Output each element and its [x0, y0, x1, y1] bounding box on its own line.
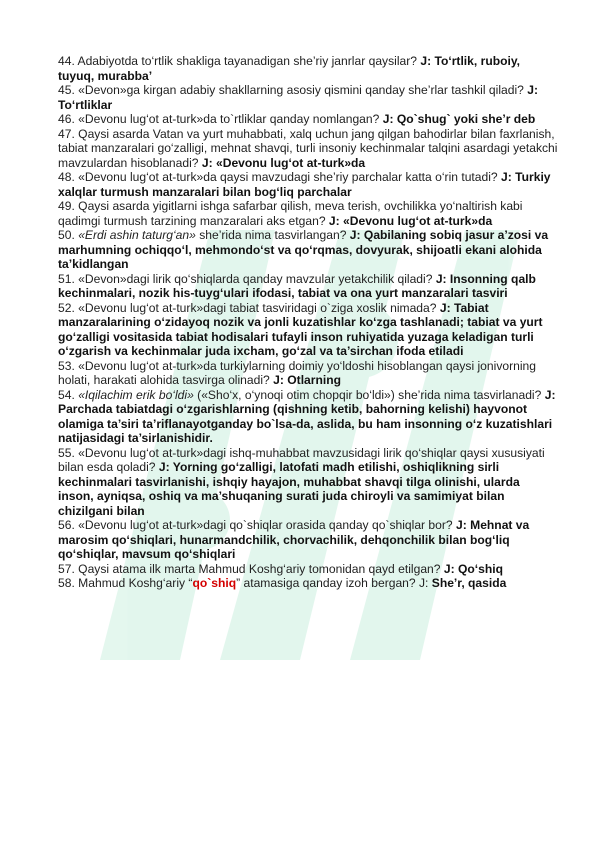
answer-text: J: Mehnat va marosim qo‘shiqlari, hunarmandchilik, chorvachilik, dehqonchilik bilan bog‘liq qo‘shiqlar, mavsum qo‘shiqlari: [58, 518, 530, 561]
question-item: [58, 388, 558, 446]
answer-text: J: Qo‘shiq: [443, 561, 503, 576]
answer-text: J: Tabiat manzaralarining o‘zidayoq nozik va jonli kuzatishlar ko‘zga tashlanadi; tabiat va yurt go‘zalligi vositasida tabiat hodisalari tufayli inson ruhiyatida yuzaga keladigan turli o‘zgarish va kechinmalar juda ixcham, go‘zal va ta’sirchan ifoda etiladi: [58, 300, 543, 358]
answer-text: J: «Devonu lug‘ot at-turk»da: [201, 155, 366, 170]
question-text: 46. «Devonu lug‘ot at-turk»da to`rtliklar qanday nomlangan?: [58, 112, 383, 126]
question-text: «Iqilachim erik bo‘ldi»: [78, 387, 194, 402]
answer-text: J: Qo`shug` yoki she’r deb: [382, 112, 536, 126]
question-item: [58, 518, 558, 562]
question-text: 48. «Devonu lug‘ot at-turk»da qaysi mavzudagi she’riy parchalar katta o‘rin tutadi?: [58, 170, 502, 184]
answer-text: J: To‘rtlik, ruboiy, tuyuq, murabba’: [58, 54, 521, 83]
question-item: [58, 112, 558, 127]
question-text: 50.: [58, 228, 79, 242]
question-item: [58, 170, 558, 199]
question-item: [58, 228, 558, 272]
answer-text: J: To‘rtliklar: [58, 83, 539, 112]
question-text: 57. Qaysi atama ilk marta Mahmud Koshg‘ariy tomonidan qayd etilgan?: [58, 561, 444, 576]
answer-text: J: Qabilaning sobiq jasur a’zosi va marhumning ochiqqo‘l, mehmondo‘st va qo‘rqmas, dovyurak, shijoatli ekani alohida ta’kidlangan: [58, 228, 549, 271]
answer-text: J: Yorning go‘zalligi, latofati madh etilishi, oshiqlikning sirli kechinmalari tasvirlanishi, ishqiy hayajon, muhabbat shavqi tilga olinishi, ularda inson, ayniqsa, oshiq va ma’shuqaning surati juda chiroyli va samimiyat bilan chizilgani bilan: [58, 460, 520, 518]
question-text: 54.: [58, 387, 79, 402]
qa-list: [58, 54, 558, 591]
question-text: she’rida nima tasvirlangan?: [195, 228, 350, 242]
answer-text: She’r, qasida: [431, 576, 507, 590]
question-item: [58, 576, 558, 591]
question-text: 47. Qaysi asarda Vatan va yurt muhabbati, xalq uchun jang qilgan bahodirlar bilan faxrlanish, tabiat manzaralari go‘zalligi, mehnat shavqi, turli insoniy kechinmalar talqini asardagi yetakchi mavzulardan hisoblanadi?: [58, 126, 558, 170]
answer-text: J: Insonning qalb kechinmalari, nozik his-tuyg‘ulari ifodasi, tabiat va ona yurt manzaralari tasviri: [58, 271, 536, 300]
question-text: («Sho‘x, o‘ynoqi otim chopqir bo‘ldi») she’rida nima tasvirlanadi?: [193, 387, 545, 402]
answer-text: J: Turkiy xalqlar turmush manzaralari bilan bog‘liq parchalar: [58, 170, 551, 199]
answer-text: J: Otlarning: [273, 373, 342, 387]
highlighted-term: qo`shiq: [192, 576, 237, 590]
question-item: [58, 127, 558, 171]
question-item: [58, 359, 558, 388]
question-text: 58. Mahmud Koshg‘ariy “: [58, 576, 193, 590]
answer-text: J: «Devonu lug‘ot at-turk»da: [328, 213, 493, 228]
question-text: 53. «Devonu lug‘ot at-turk»da turkiylarning doimiy yo‘ldoshi hisoblangan qaysi jonivorning holati, harakati alohida tasvirga olinadi?: [58, 358, 536, 387]
question-text: 45. «Devon»ga kirgan adabiy shakllarning asosiy qismini qanday she’rlar tashkil qiladi?: [58, 83, 528, 97]
answer-text: J: Parchada tabiatdagi o‘zgarishlarning (qishning ketib, bahorning kelishi) hayvonot olamiga ta’siri ta’riflanayotganday bo`lsa-da, aslida, bu ham insonning o‘z kuzatishlari natijasidagi ta’sirlanishidir.: [58, 387, 556, 445]
question-text: 44. Adabiyotda to‘rtlik shakliga tayanadigan she’riy janrlar qaysilar?: [58, 54, 421, 68]
question-item: [58, 272, 558, 301]
question-item: [58, 562, 558, 577]
question-item: [58, 301, 558, 359]
question-text: 49. Qaysi asarda yigitlarni ishga safarbar qilish, meva terish, ovchilikka yo‘naltirish kabi qadimgi turmush tarzining manzaralari aks etgan?: [58, 199, 523, 228]
question-text: «Erdi ashin taturg‘an»: [78, 228, 196, 242]
question-item: [58, 446, 558, 519]
question-item: [58, 54, 558, 83]
question-item: [58, 199, 558, 228]
question-text: 52. «Devonu lug‘ot at-turk»dagi tabiat tasviridagi o`ziga xoslik nimada?: [58, 300, 440, 315]
question-text: 55. «Devonu lug‘ot at-turk»dagi ishq-muhabbat mavzusidagi lirik qo‘shiqlar qaysi xususiyati bilan esda qoladi?: [58, 445, 545, 474]
question-item: [58, 83, 558, 112]
question-text: ” atamasiga qanday izoh bergan? J:: [236, 576, 432, 590]
question-text: 51. «Devon»dagi lirik qo‘shiqlarda qanday mavzular yetakchilik qiladi?: [58, 271, 436, 286]
question-text: 56. «Devonu lug‘ot at-turk»dagi qo`shiqlar orasida qanday qo`shiqlar bor?: [58, 518, 456, 532]
